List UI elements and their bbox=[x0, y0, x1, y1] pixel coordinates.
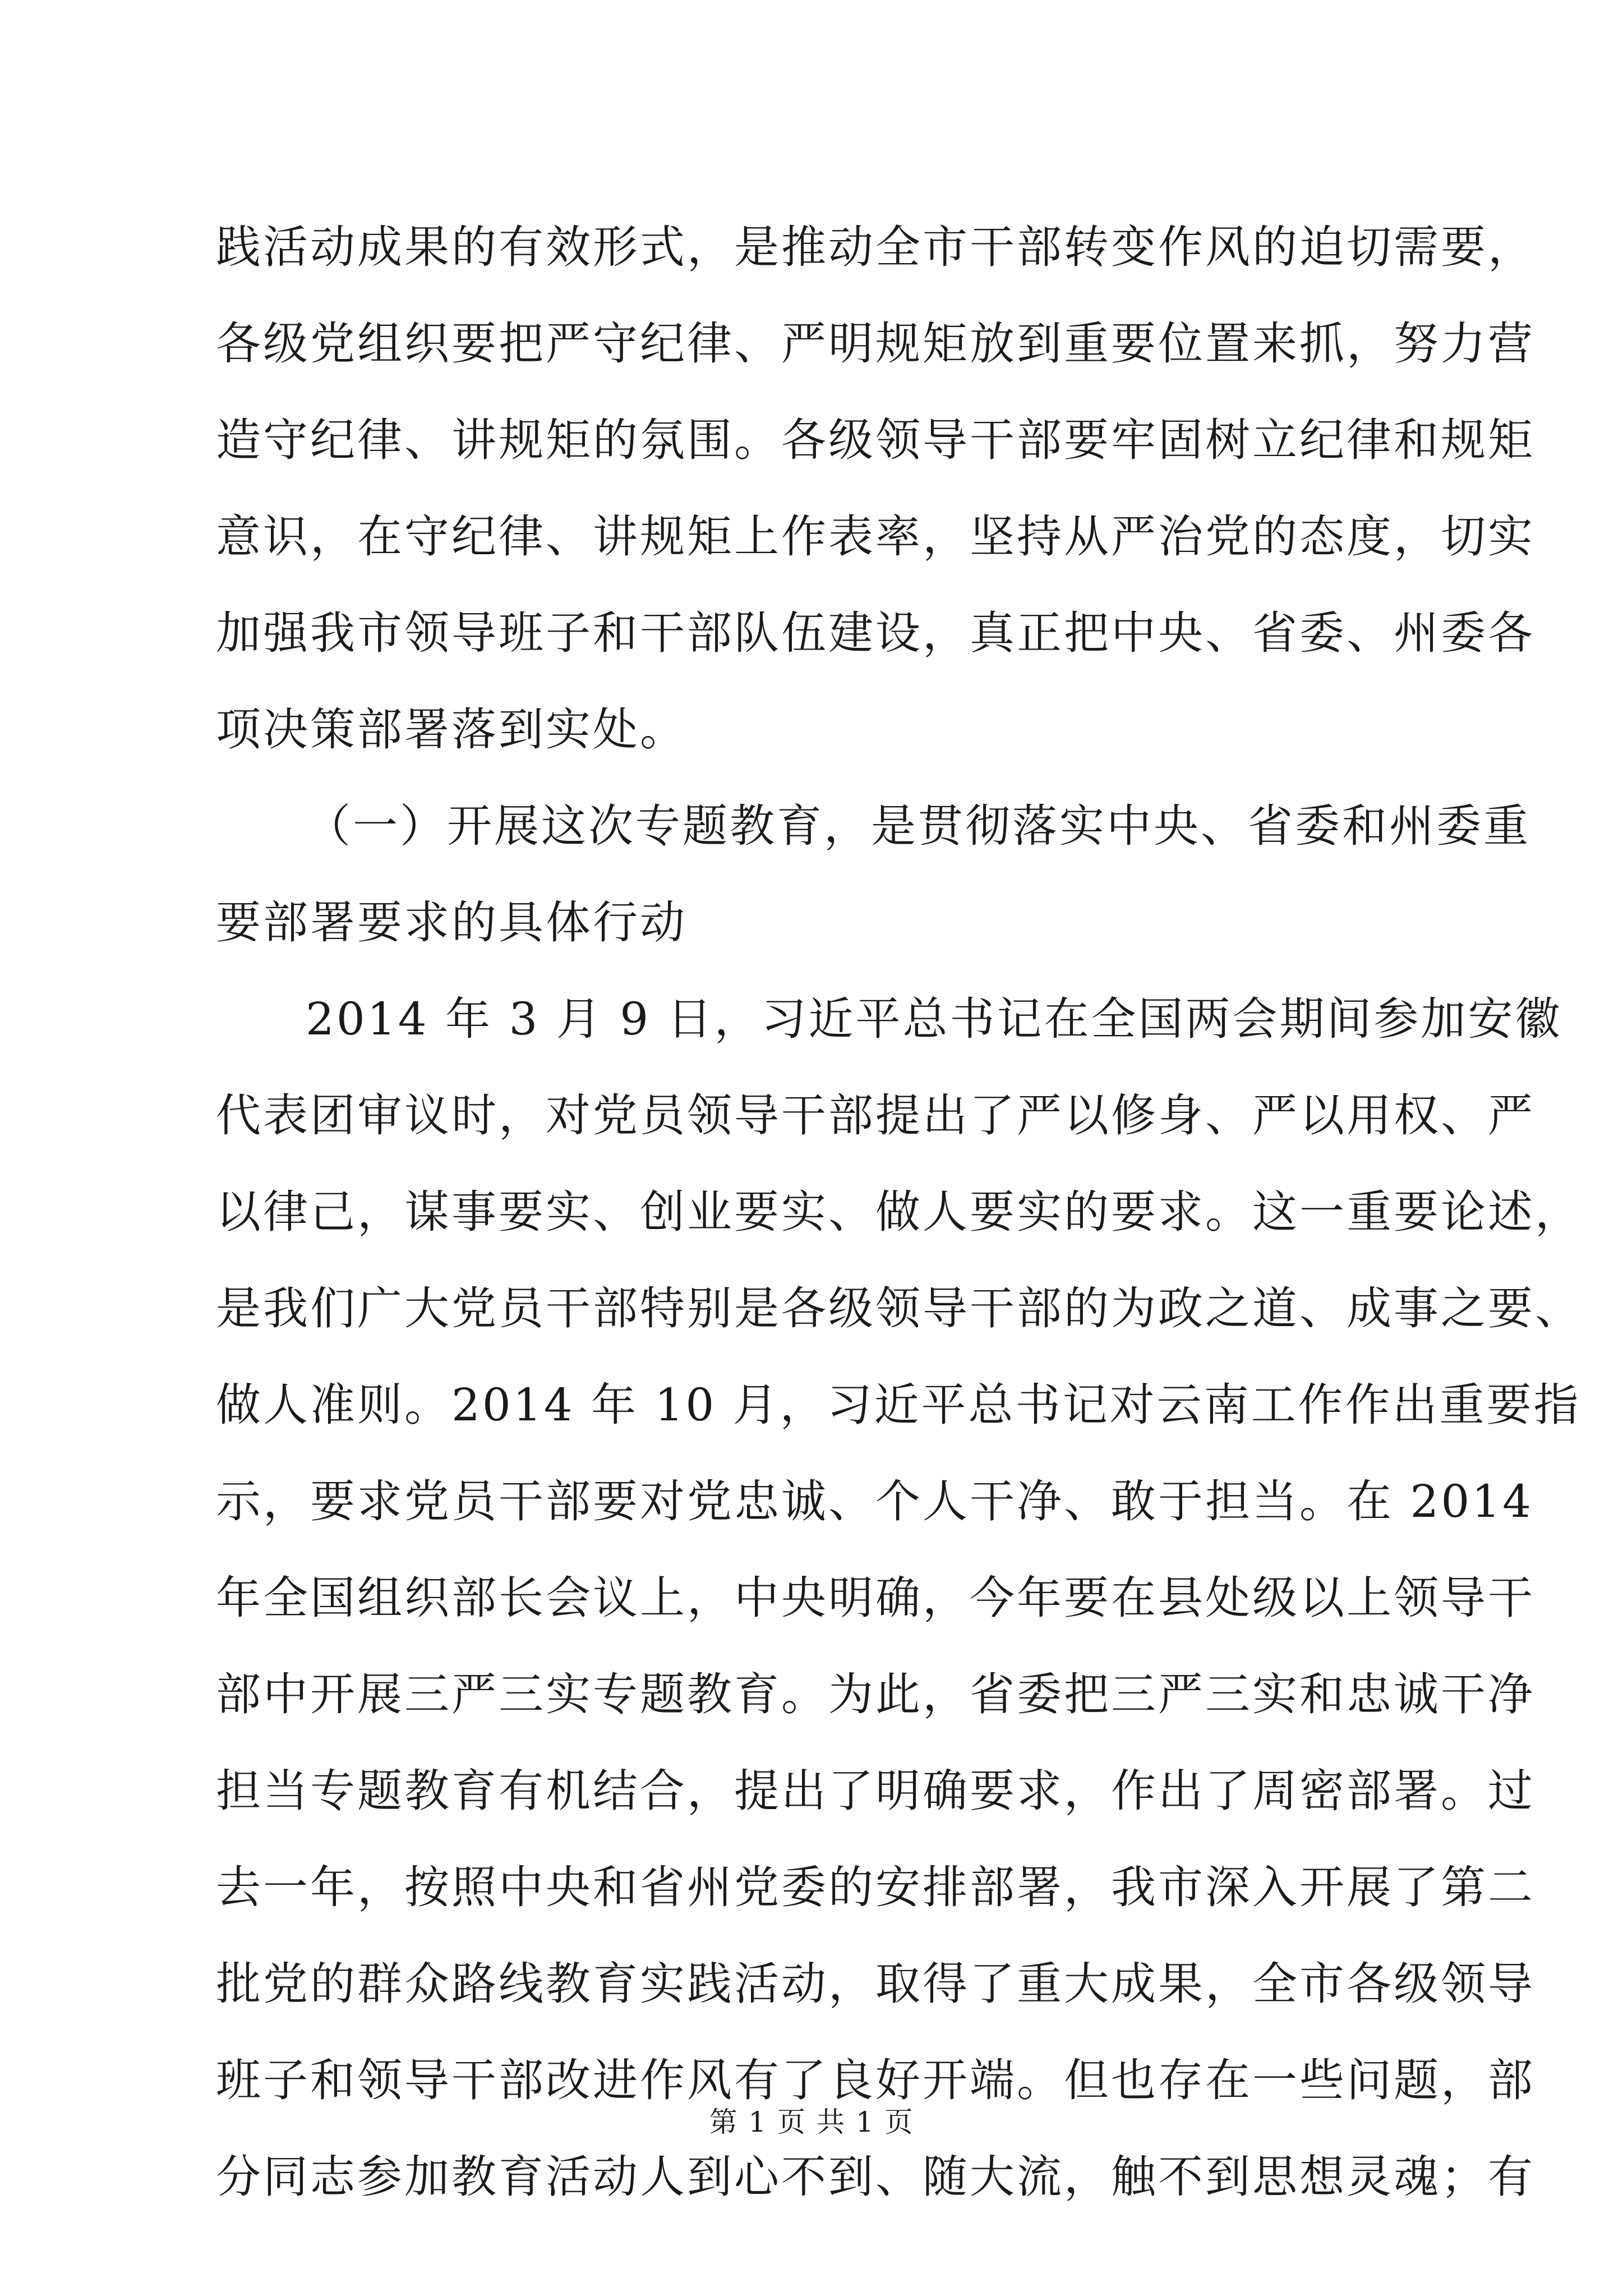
text-line: 造守纪律、讲规矩的氛围。各级领导干部要牢固树立纪律和规矩 bbox=[216, 414, 1535, 466]
text-line: 代表团审议时，对党员领导干部提出了严以修身、严以用权、严 bbox=[216, 1089, 1535, 1142]
text-line: 各级党组织要把严守纪律、严明规矩放到重要位置来抓，努力营 bbox=[216, 318, 1535, 370]
section-heading-line: （一）开展这次专题教育，是贯彻落实中央、省委和州委重 bbox=[306, 800, 1530, 852]
text-line: 践活动成果的有效形式，是推动全市干部转变作风的迫切需要， bbox=[216, 221, 1535, 273]
text-line: 批党的群众路线教育实践活动，取得了重大成果，全市各级领导 bbox=[216, 1958, 1535, 2010]
page-number: 第 1 页 共 1 页 bbox=[709, 2106, 914, 2138]
text-line: 去一年，按照中央和省州党委的安排部署，我市深入开展了第二 bbox=[216, 1861, 1535, 1913]
text-line: 项决策部署落到实处。 bbox=[216, 703, 687, 756]
document-body bbox=[216, 199, 1582, 2225]
section-heading-line: 要部署要求的具体行动 bbox=[216, 896, 687, 949]
text-line: 意识，在守纪律、讲规矩上作表率，坚持从严治党的态度，切实 bbox=[216, 510, 1535, 563]
text-line: 部中开展三严三实专题教育。为此，省委把三严三实和忠诚干净 bbox=[216, 1668, 1535, 1720]
text-line: 做人准则。2014 年 10 月，习近平总书记对云南工作作出重要指 bbox=[216, 1379, 1581, 1431]
page-footer bbox=[0, 2102, 1623, 2142]
text-line: 班子和领导干部改进作风有了良好开端。但也存在一些问题，部 bbox=[216, 2054, 1535, 2106]
text-line: 加强我市领导班子和干部队伍建设，真正把中央、省委、州委各 bbox=[216, 607, 1535, 659]
text-line: 以律己，谋事要实、创业要实、做人要实的要求。这一重要论述， bbox=[216, 1186, 1582, 1238]
text-line: 担当专题教育有机结合，提出了明确要求，作出了周密部署。过 bbox=[216, 1765, 1535, 1817]
text-line: 2014 年 3 月 9 日，习近平总书记在全国两会期间参加安徽 bbox=[306, 993, 1562, 1045]
text-line: 是我们广大党员干部特别是各级领导干部的为政之道、成事之要、 bbox=[216, 1282, 1582, 1335]
text-line: 分同志参加教育活动人到心不到、随大流，触不到思想灵魂；有 bbox=[216, 2151, 1535, 2203]
text-line: 年全国组织部长会议上，中央明确，今年要在县处级以上领导干 bbox=[216, 1572, 1535, 1624]
text-line: 示，要求党员干部要对党忠诚、个人干净、敢于担当。在 2014 bbox=[216, 1475, 1534, 1527]
